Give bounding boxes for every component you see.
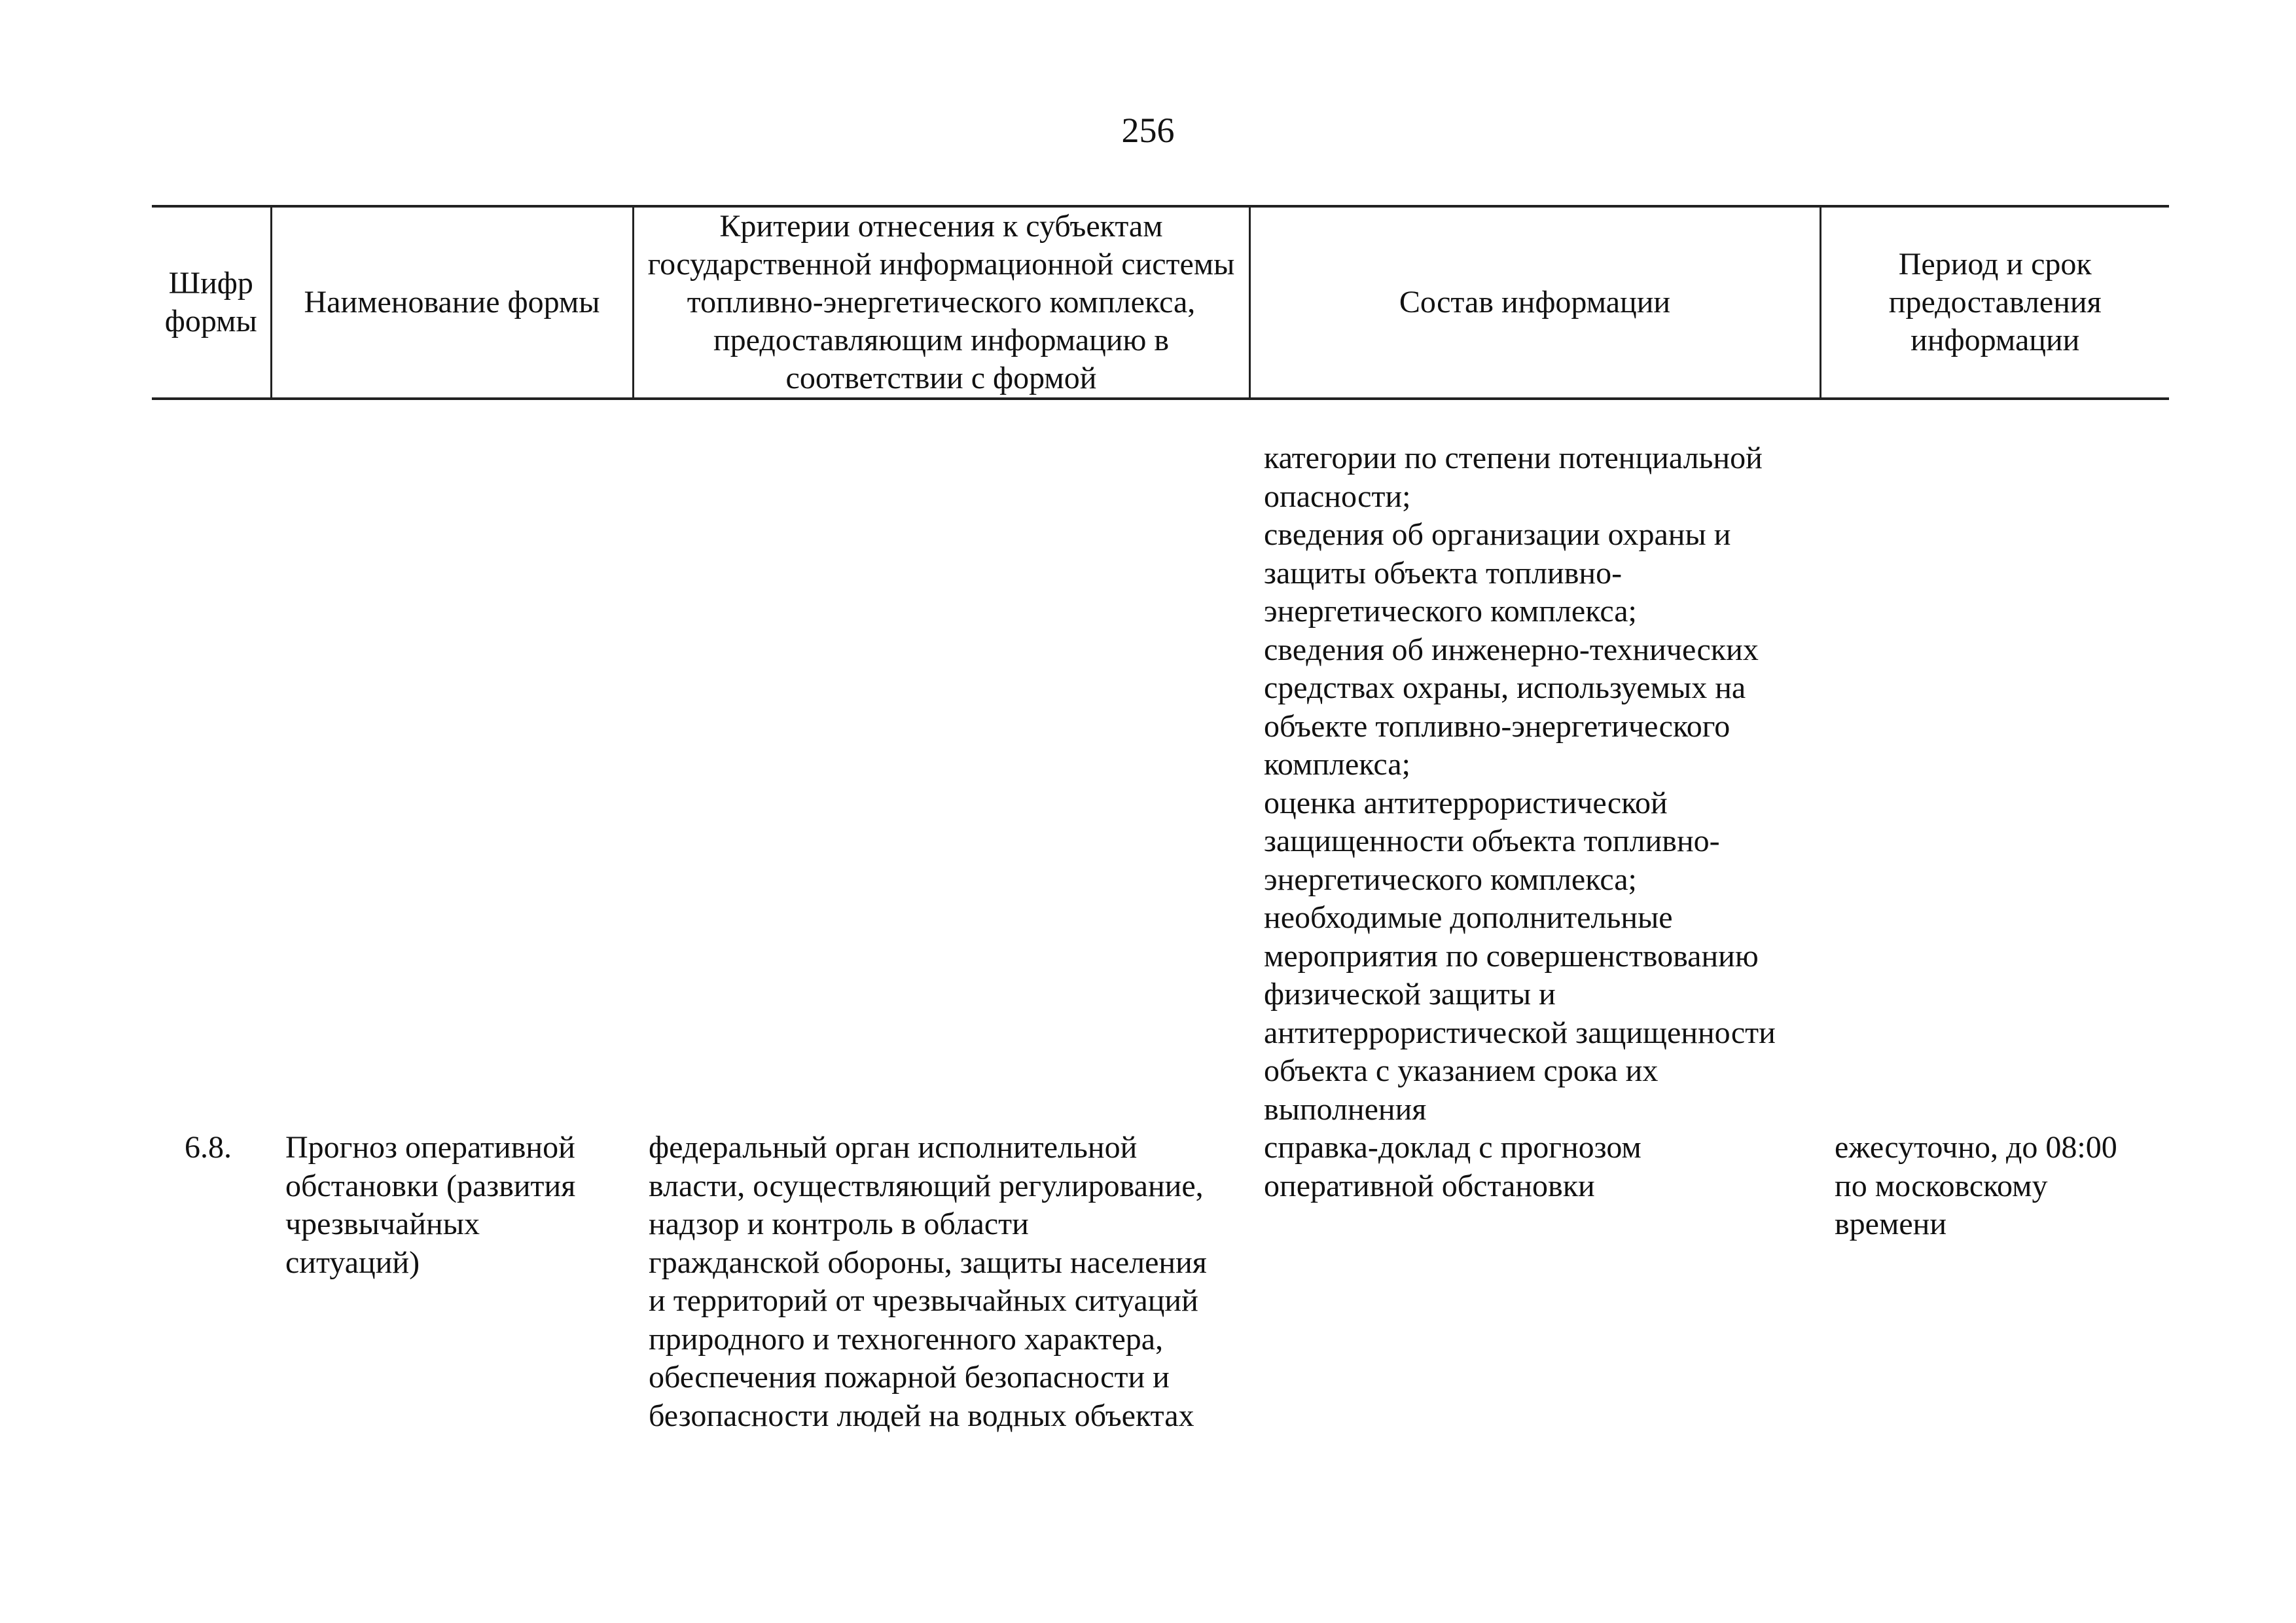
cell-composition	[1249, 1129, 1820, 1435]
table-row-6-8	[152, 1129, 2169, 1435]
text-line: федеральный орган исполнительной	[649, 1130, 1138, 1165]
table-spacer	[152, 399, 2169, 439]
table-header-row	[152, 206, 2169, 399]
text-line: ежесуточно, до 08:00	[1835, 1130, 2117, 1165]
header-form-code: Шифр формы	[152, 206, 271, 399]
text-line: и территорий от чрезвычайных ситуаций	[649, 1283, 1198, 1318]
text-line: оценка антитеррористической	[1264, 785, 1668, 820]
text-line: гражданской обороны, защиты населения	[649, 1245, 1207, 1280]
text-line: безопасности людей на водных объектах	[649, 1398, 1194, 1433]
cell-name-empty	[271, 439, 633, 1129]
text-line: чрезвычайных	[285, 1207, 480, 1241]
text-line: времени	[1835, 1207, 1947, 1241]
text-line: опасности;	[1264, 479, 1411, 514]
cell-criteria	[633, 1129, 1249, 1435]
cell-code-empty	[152, 439, 271, 1129]
text-line: природного и техногенного характера,	[649, 1321, 1164, 1357]
text-line: оперативной обстановки	[1264, 1168, 1595, 1203]
cell-period-empty	[1820, 439, 2169, 1129]
text-line: объекта с указанием срока их	[1264, 1053, 1659, 1088]
text-line: комплекса;	[1264, 747, 1410, 782]
text-line: надзор и контроль в области	[649, 1207, 1029, 1241]
text-line: сведения об инженерно-технических	[1264, 632, 1759, 667]
page-number: 256	[1121, 111, 1175, 150]
text-line: сведения об организации охраны и	[1264, 517, 1731, 552]
text-line: обеспечения пожарной безопасности и	[649, 1360, 1170, 1395]
header-criteria: Критерии отнесения к субъектам государственной информационной системы топливно-энергетического комплекса, предоставляющим информацию в соответствии с формой	[633, 206, 1249, 399]
text-line: средствах охраны, используемых на	[1264, 670, 1746, 705]
text-line: физической защиты и	[1264, 977, 1556, 1012]
document-table	[152, 205, 2169, 1435]
text-line: защиты объекта топливно-	[1264, 555, 1623, 591]
header-period: Период и срок предоставления информации	[1820, 206, 2169, 399]
text-line: энергетического комплекса;	[1264, 862, 1637, 897]
text-line: необходимые дополнительные	[1264, 900, 1673, 935]
cell-criteria-empty	[633, 439, 1249, 1129]
text-line: категории по степени потенциальной	[1264, 441, 1763, 475]
text-line: объекте топливно-энергетического	[1264, 708, 1731, 744]
form-code: 6.8.	[185, 1130, 232, 1165]
cell-form-name	[271, 1129, 633, 1435]
text-line: энергетического комплекса;	[1264, 594, 1637, 629]
cell-form-code	[152, 1129, 271, 1435]
text-line: по московскому	[1835, 1168, 2048, 1203]
text-line: ситуаций)	[285, 1245, 420, 1280]
header-composition: Состав информации	[1249, 206, 1820, 399]
text-line: справка-доклад с прогнозом	[1264, 1130, 1641, 1165]
header-form-name: Наименование формы	[271, 206, 633, 399]
text-line: защищенности объекта топливно-	[1264, 824, 1720, 858]
text-line: Прогноз оперативной	[285, 1130, 575, 1165]
text-line: обстановки (развития	[285, 1168, 576, 1203]
text-line: власти, осуществляющий регулирование,	[649, 1168, 1204, 1203]
text-line: антитеррористической защищенности	[1264, 1015, 1776, 1050]
table-row-continuation	[152, 439, 2169, 1129]
text-line: мероприятия по совершенствованию	[1264, 938, 1759, 974]
cell-composition-continuation	[1249, 439, 1820, 1129]
cell-period	[1820, 1129, 2169, 1435]
text-line: выполнения	[1264, 1091, 1427, 1127]
